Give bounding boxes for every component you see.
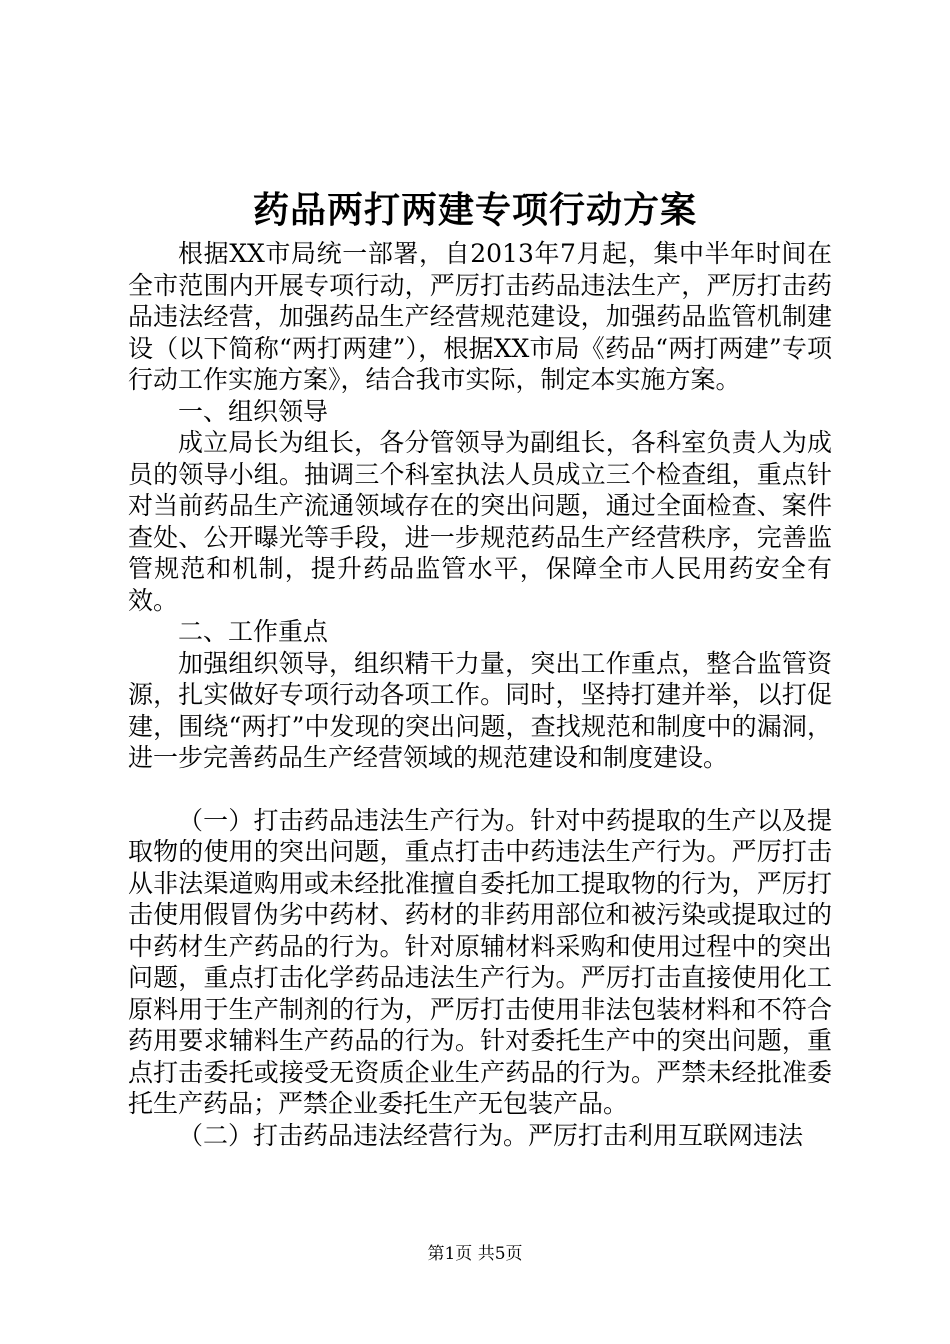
section-heading-key-work: 二、工作重点 (178, 617, 329, 646)
paragraph-organization: 成立局长为组长，各分管领导为副组长，各科室负责人为成员的领导小组。抽调三个科室执法人员成立三个检查组，重点针对当前药品生产流通领域存在的突出问题，通过全面检查、案件查处、公开曝光等手段，进一步规范药品生产经营秩序，完善监管规范和机制，提升药品监管水平，保障全市人民用药安全有效。 (128, 428, 832, 615)
paragraph-intro: 根据XX市局统一部署，自2013年7月起，集中半年时间在全市范围内开展专项行动，严厉打击药品违法生产，严厉打击药品违法经营，加强药品生产经营规范建设，加强药品监管机制建设（以下简称“两打两建”），根据XX市局《药品“两打两建”专项行动工作实施方案》，结合我市实际，制定本实施方案。 (128, 239, 832, 394)
paragraph-illegal-production: （一）打击药品违法生产行为。针对中药提取的生产以及提取物的使用的突出问题，重点打击中药违法生产行为。严厉打击从非法渠道购用或未经批准擅自委托加工提取物的行为，严厉打击使用假冒伪劣中药材、药材的非药用部位和被污染或提取过的中药材生产药品的行为。针对原辅材料采购和使用过程中的突出问题，重点打击化学药品违法生产行为。严厉打击直接使用化工原料用于生产制剂的行为，严厉打击使用非法包装材料和不符合药用要求辅料生产药品的行为。针对委托生产中的突出问题，重点打击委托或接受无资质企业生产药品的行为。严禁未经批准委托生产药品；严禁企业委托生产无包装产品。 (128, 805, 832, 1118)
paragraph-illegal-operation: （二）打击药品违法经营行为。严厉打击利用互联网违法 (178, 1120, 804, 1150)
document-body (128, 238, 832, 1151)
page-number-footer: 第1页 共5页 (427, 1244, 523, 1264)
paragraph-key-work: 加强组织领导，组织精干力量，突出工作重点，整合监管资源，扎实做好专项行动各项工作。同时，坚持打建并举，以打促建，围绕“两打”中发现的突出问题，查找规范和制度中的漏洞，进一步完善药品生产经营领域的规范建设和制度建设。 (128, 648, 832, 772)
section-heading-organization: 一、组织领导 (178, 396, 329, 426)
document-title: 药品两打两建专项行动方案 (252, 189, 697, 231)
